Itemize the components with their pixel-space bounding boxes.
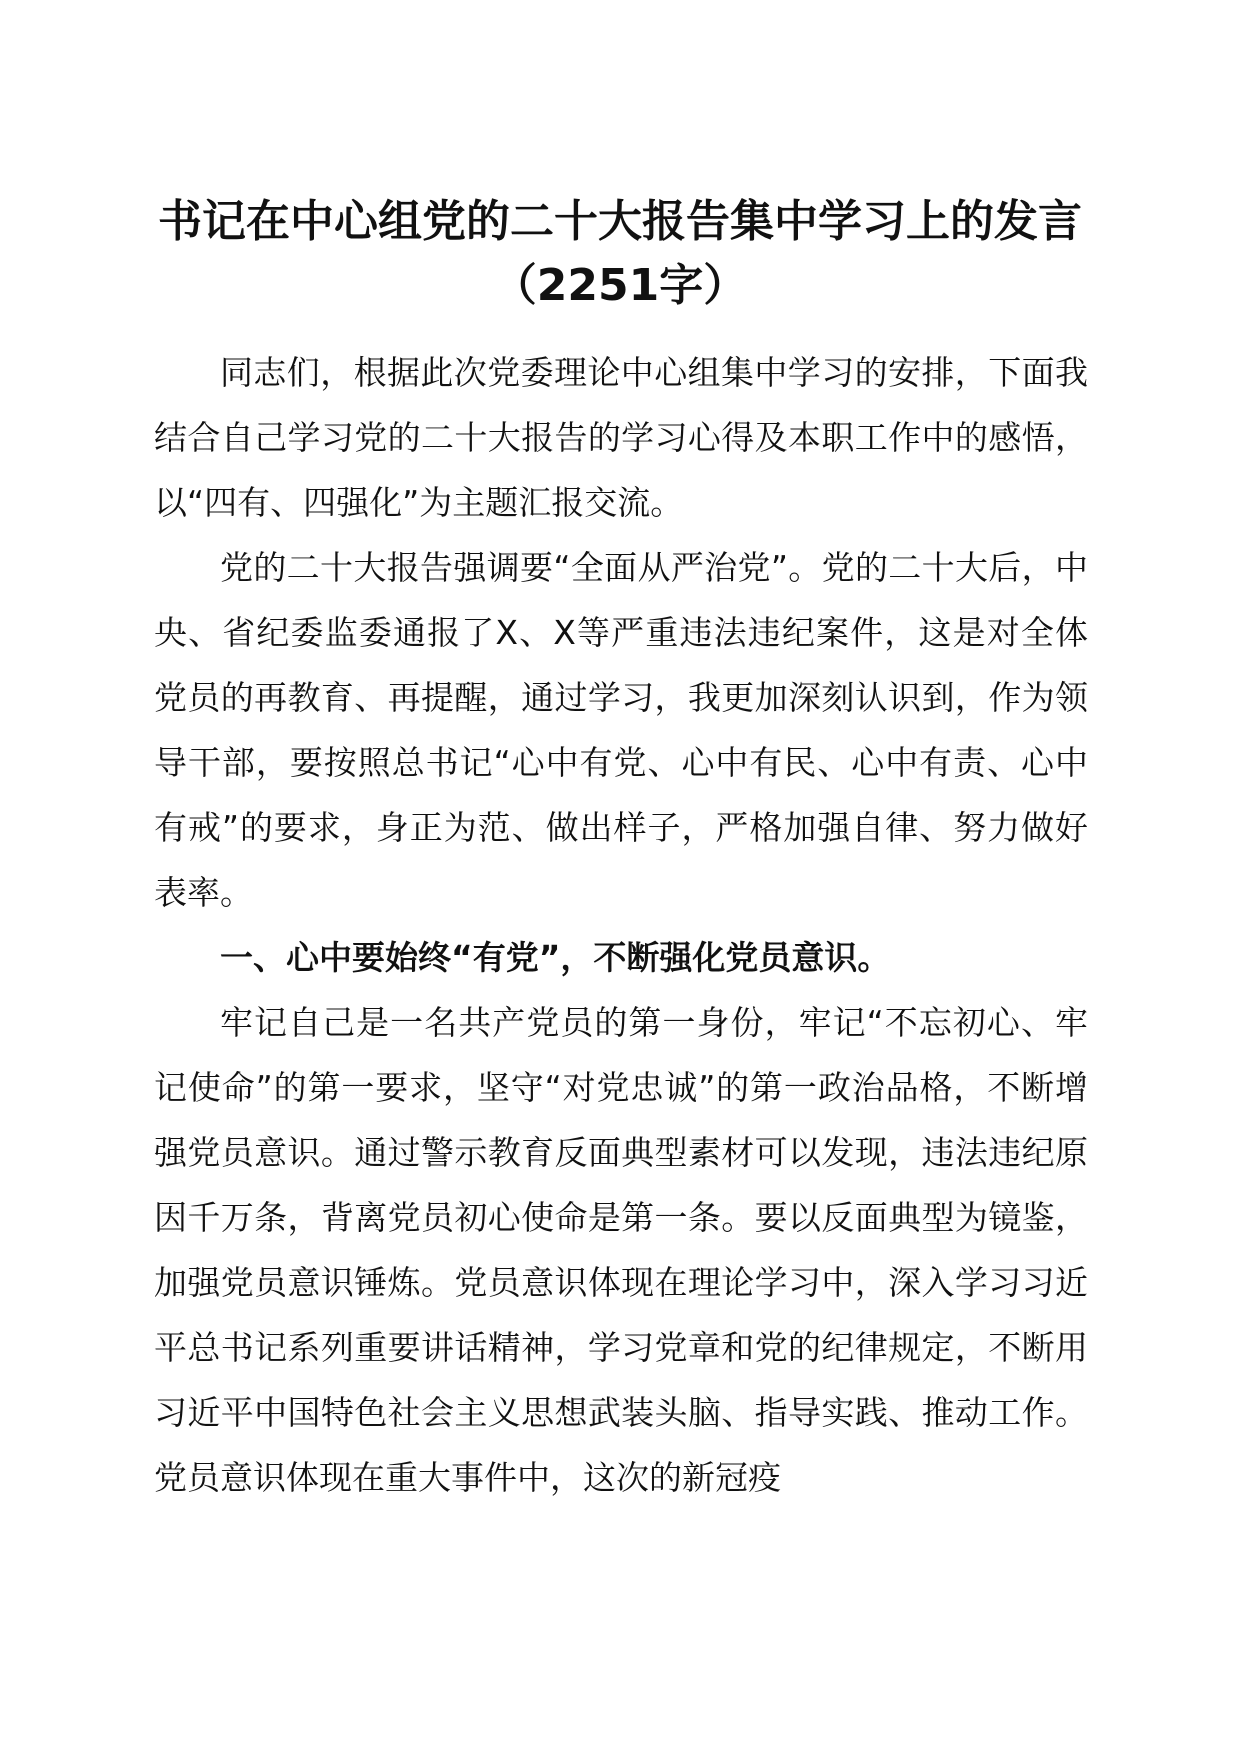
paragraph-section-1: 牢记自己是一名共产党员的第一身份，牢记“不忘初心、牢记使命”的第一要求，坚守“对党忠诚”的第一政治品格，不断增强党员意识。通过警示教育反面典型素材可以发现，违法违纪原因千万条，背离党员初心使命是第一条。要以反面典型为镜鉴，加强党员意识锤炼。党员意识体现在理论学习中，深入学习习近平总书记系列重要讲话精神，学习党章和党的纪律规定，不断用习近平中国特色社会主义思想武装头脑、指导实践、推动工作。党员意识体现在重大事件中，这次的新冠疫 (154, 1003, 1088, 1497)
document-body (154, 340, 1088, 1510)
document-title: 书记在中心组党的二十大报告集中学习上的发言（2251字） (158, 196, 1082, 311)
section-heading-1: 一、心中要始终“有党”，不断强化党员意识。 (220, 938, 891, 977)
paragraph-intro: 同志们，根据此次党委理论中心组集中学习的安排，下面我结合自己学习党的二十大报告的学习心得及本职工作中的感悟，以“四有、四强化”为主题汇报交流。 (154, 353, 1088, 522)
paragraph-background: 党的二十大报告强调要“全面从严治党”。党的二十大后，中央、省纪委监委通报了X、X等严重违法违纪案件，这是对全体党员的再教育、再提醒，通过学习，我更加深刻认识到，作为领导干部，要按照总书记“心中有党、心中有民、心中有责、心中有戒”的要求，身正为范、做出样子，严格加强自律、努力做好表率。 (154, 548, 1088, 912)
